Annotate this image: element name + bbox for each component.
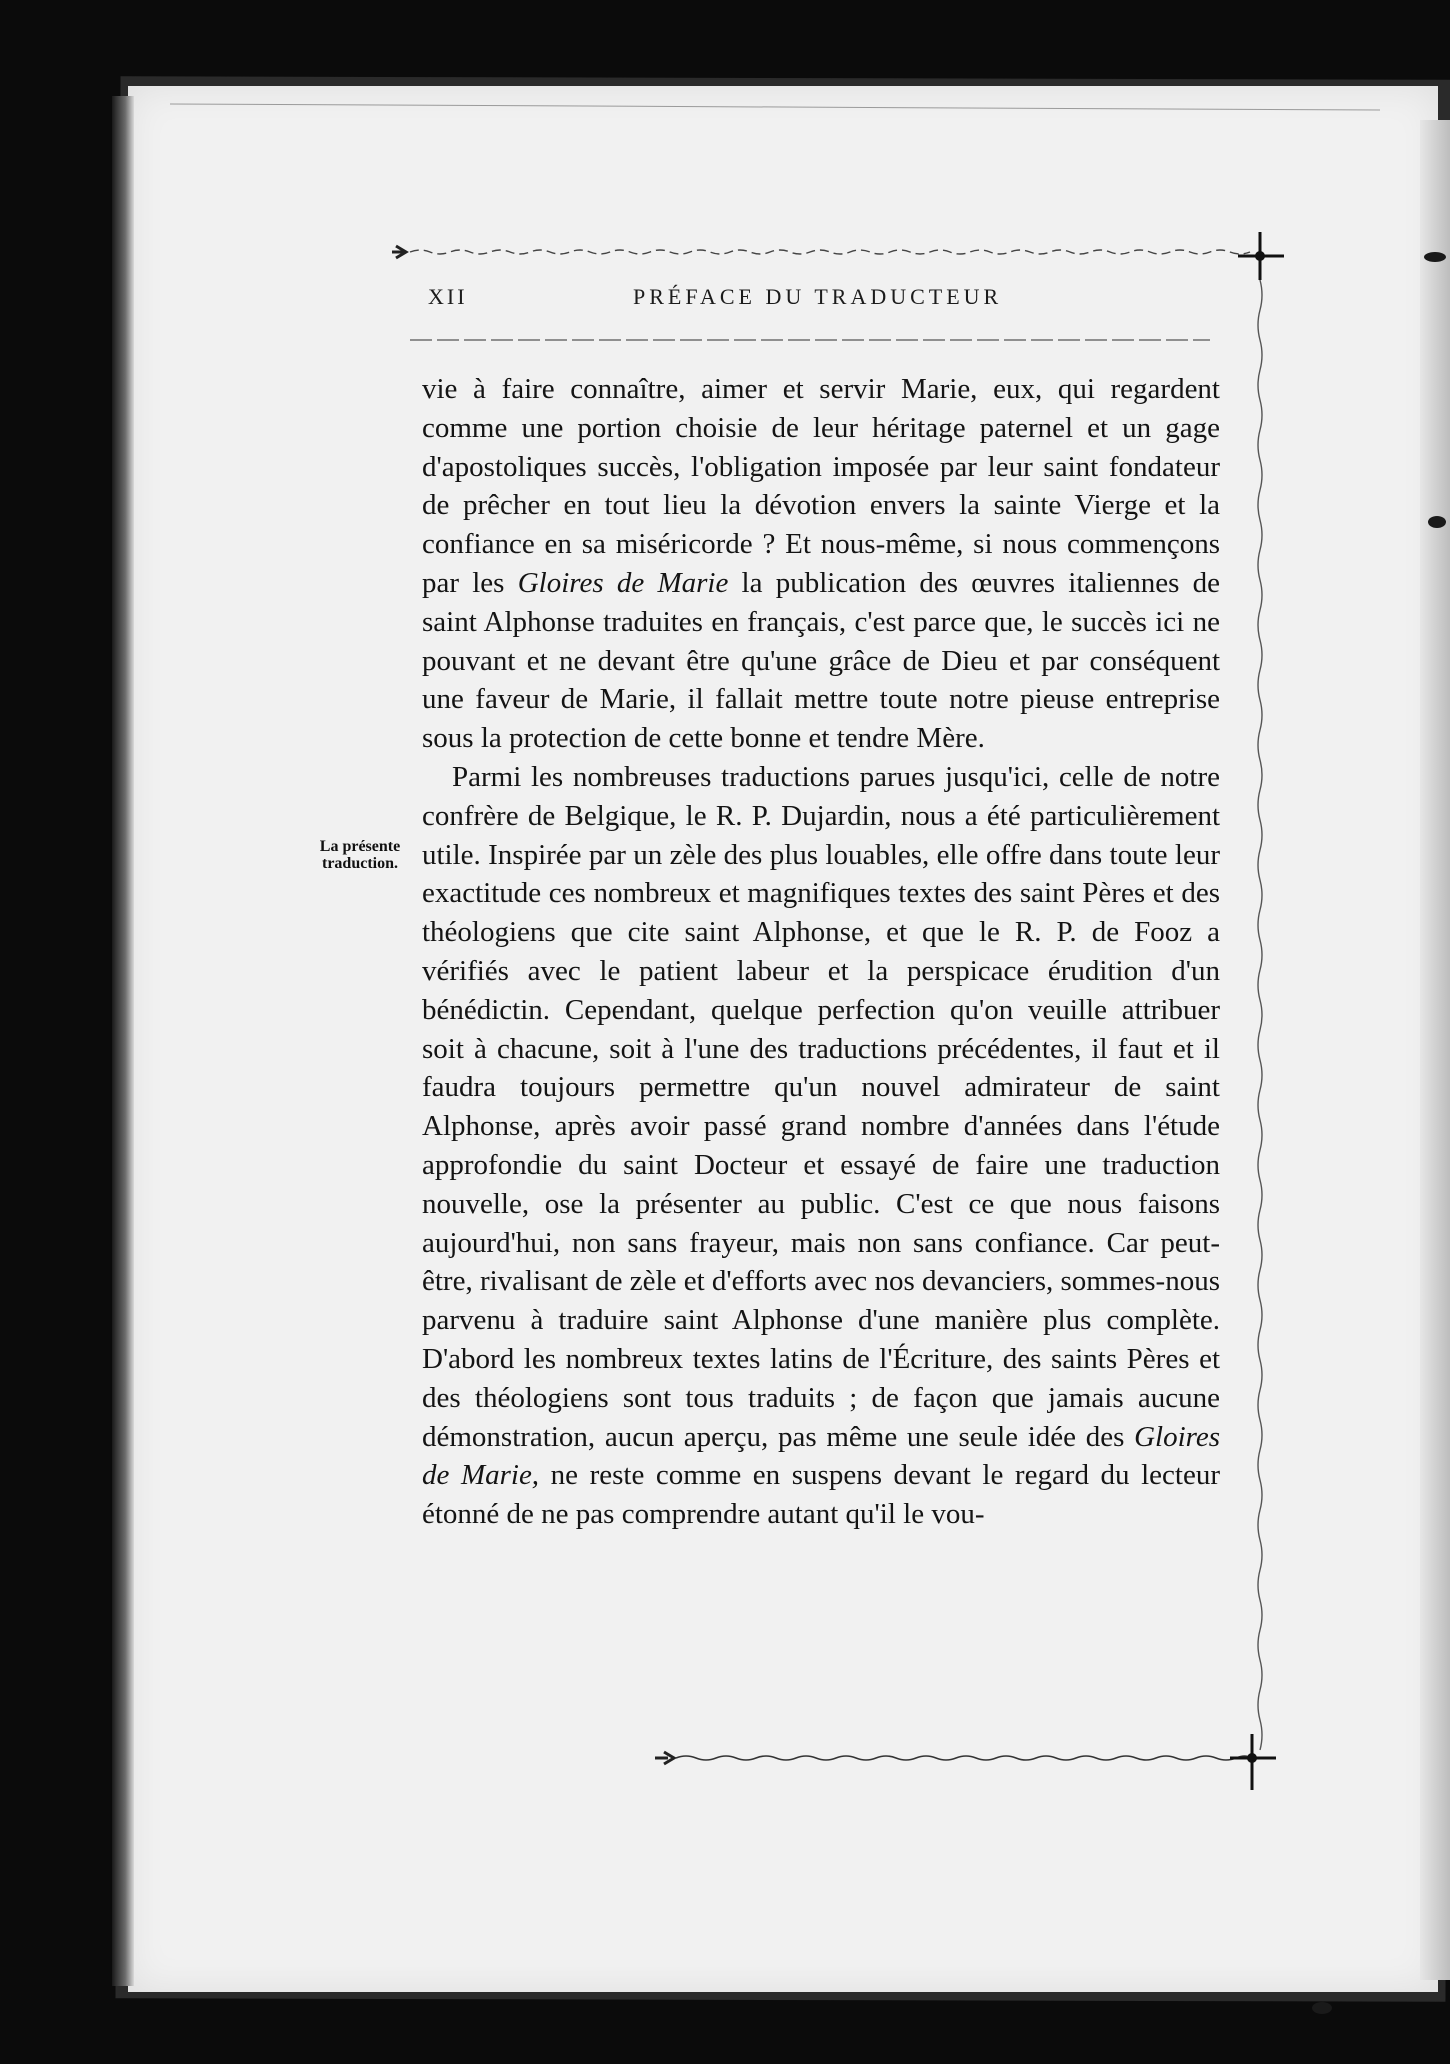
scan-speck (1424, 252, 1446, 262)
margin-note (300, 838, 420, 872)
scan-speck (1312, 2002, 1332, 2014)
next-page-edge (1420, 120, 1450, 1980)
margin-note-line: traduction. (322, 855, 398, 872)
margin-note-line: La présente (319, 838, 401, 855)
paragraph (422, 370, 1220, 758)
running-title: PRÉFACE DU TRADUCTEUR (633, 284, 1003, 309)
body-text (422, 370, 1220, 1534)
page-folio: XII (428, 284, 468, 309)
scan-speck (1428, 516, 1446, 528)
paragraph (422, 758, 1220, 1534)
book-title-italic: Gloires de Marie (517, 566, 729, 599)
paragraph-text: ne reste comme en suspens devant le regard du lecteur étonné de ne pas comprendre autant qu'il le vou- (422, 1459, 1220, 1531)
page-left-edge (112, 96, 134, 1986)
paragraph-text: la publication des œuvres italiennes de saint Alphonse traduites en français, c'est parce que, le succès ici ne pouvant et ne devant être qu'une grâce de Dieu et par conséquent une faveur de Marie, il fallait mettre toute notre pieuse entreprise sous la protection de cette bonne et tendre Mère. (422, 566, 1220, 755)
paragraph-text: vie à faire connaître, aimer et servir Marie, eux, qui regardent comme une portion choisie de leur héritage paternel et un gage d'apostoliques succès, l'obligation imposée par leur saint fondateur de prêcher en tout lieu la dévotion envers la sainte Vierge et la confiance en sa miséricorde ? Et nous-même, si nous commençons par les (422, 373, 1220, 599)
book-title-italic: Gloires de Marie, (422, 1420, 1220, 1492)
paragraph-text: Parmi les nombreuses traductions parues jusqu'ici, celle de notre confrère de Belgique, le R. P. Dujardin, nous a été particulièrement utile. Inspirée par un zèle des plus louables, elle offre dans toute leur exactitude ces nombreux et magnifiques textes des saint Pères et des théologiens que cite saint Alphonse, et que le R. P. de Fooz a vérifiés avec le patient labeur et la perspicace érudition d'un bénédictin. Cependant, quelque perfection qu'on veuille attribuer soit à chacune, soit à l'une des traductions précédentes, il faut et il faudra toujours permettre qu'un nouvel admirateur de saint Alphonse, après avoir passé grand nombre d'années dans l'étude approfondie du saint Docteur et essayé de faire une traduction nouvelle, ose la présenter au public. C'est ce que nous faisons aujourd'hui, non sans frayeur, mais non sans confiance. Car peut-être, rivalisant de zèle et d'efforts avec nos devanciers, sommes-nous parvenu à traduire saint Alphonse d'une manière plus complète. D'abord les nombreux textes latins de l'Écriture, des saints Pères et des théologiens sont tous traduits ; de façon que jamais aucune démonstration, aucun aperçu, pas même une seule idée des (422, 760, 1220, 1453)
running-head (428, 284, 1218, 320)
